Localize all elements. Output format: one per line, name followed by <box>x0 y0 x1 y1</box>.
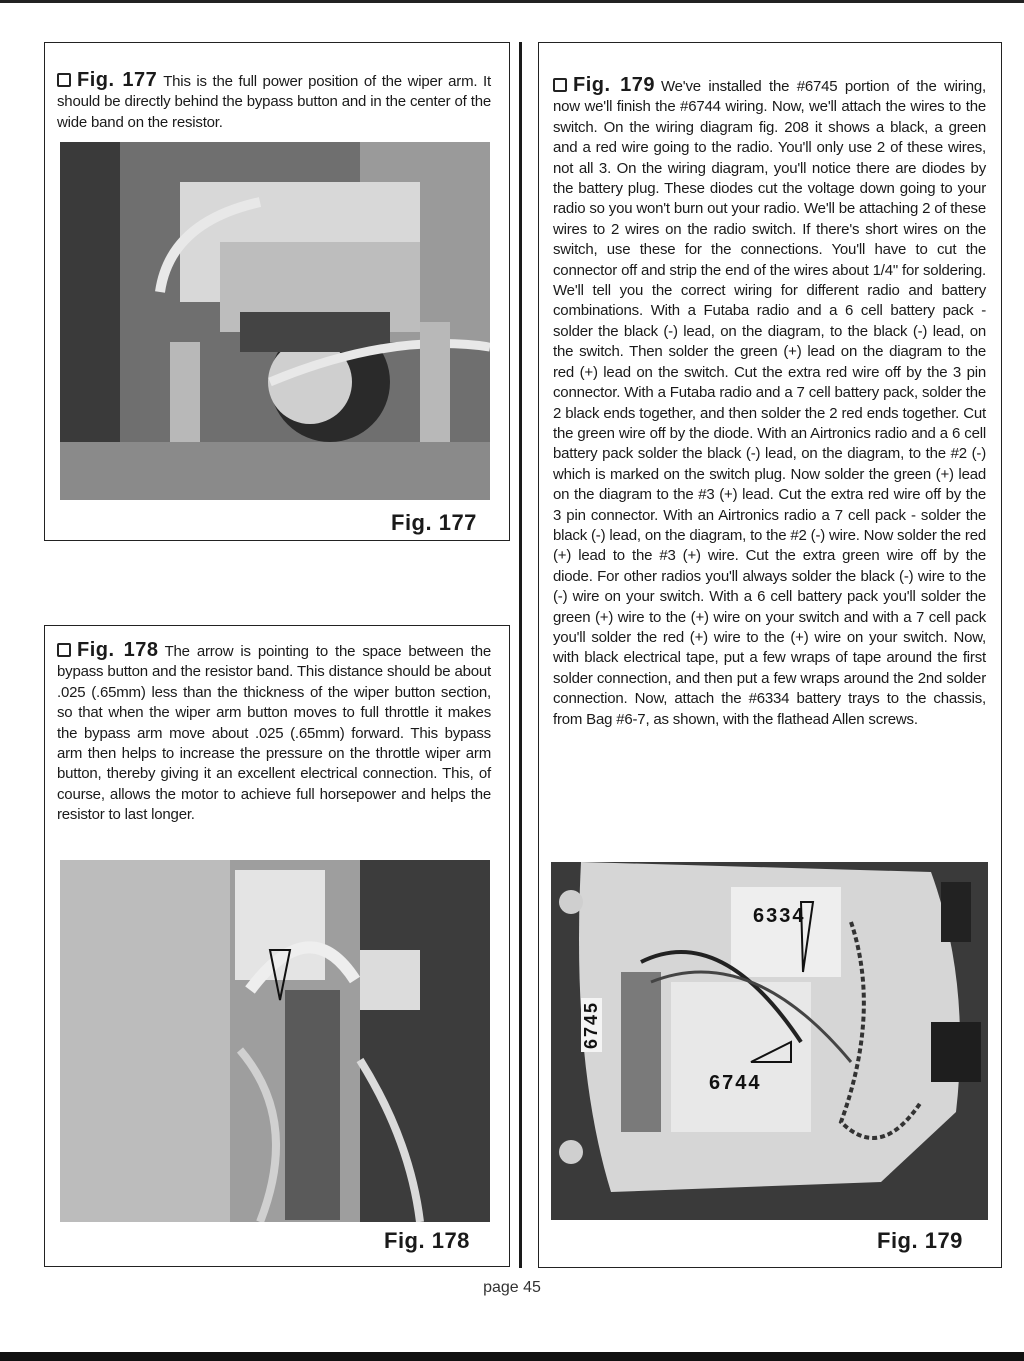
fig177-photo <box>60 142 490 500</box>
bottom-edge <box>0 1352 1024 1361</box>
photo-label-6745: 6745 <box>581 998 602 1052</box>
fig179-text: We've installed the #6745 portion of the wiring, now we'll finish the #6744 wiring. Now, we'll attach the wires to the switch. On the wiring diagram fig. 208 it shows a black, a green and a red wire going to the radio. You'll only use 2 of these wires, not all 3. On the wiring diagram, you'll notice there are diodes by the battery plug. These diodes cut the voltage down going to your radio so you won't burn out your radio. We'll be attaching 2 of these wires to 2 wires on the radio switch. If there's short wires on the switch, use these for the connections. You'll have to cut the connector off and strip the end of the wires about 1/4" for soldering. We'll tell you the correct wiring for different radio and battery combinations. With a Futaba radio and a 6 cell battery pack - solder the black (-) lead, on the diagram, to the black (-) lead, on the switch. Then solder the green (+) lead on the diagram to the red (+) lead on the switch. Cut the extra red wire off by the 3 pin connector. With a Futaba radio and a 7 cell battery pack, solder the 2 black ends together, and then solder the 2 red ends together. Cut the green wire off by the diode. With an Airtronics radio and a 6 cell battery pack solder the black (-) lead, on the diagram, to the #2 (-) which is marked on the switch plug. Now solder the green (+) lead on the diagram to the #3 (+) lead. Cut the extra red wire off by the 3 pin connector. With an Airtronics radio a 7 cell pack - solder the black (-) lead, on the diagram, to the #2 (-) wire. Now solder the red (+) lead to the #3 (+) wire. Cut the extra green wire off by the diode. For other radios you'll always solder the black (-) wire to the (-) wire on your switch. With a 6 cell battery pack you'll solder the green (+) wire to the (+) wire on your switch and with a 7 cell pack you'll solder the red (+) wire to the (+) wire on your switch. Now, with black electrical tape, put a few wraps of tape around the first solder connection, and then put a few wraps around the 2nd solder connection. Now, attach the #6334 battery trays to the chassis, from Bag #6-7, as shown, with the flathead Allen screws. <box>553 78 986 728</box>
fig177-text: This is the full power position of the wiper arm. It should be directly behind the bypass button and in the center of the wide band on the resistor. <box>57 73 491 131</box>
page-number: page 45 <box>483 1279 541 1296</box>
fig179-photo <box>551 862 988 1220</box>
fig178-photo <box>60 860 490 1222</box>
checkbox-icon[interactable] <box>57 643 71 657</box>
fig178-label: Fig. 178 <box>384 1228 470 1253</box>
fig179-tag: Fig. 179 <box>573 74 655 96</box>
fig177-caption <box>57 70 491 133</box>
fig178-text: The arrow is pointing to the space between the bypass button and the resistor band. This distance should be about .025 (.65mm) less than the thickness of the wiper button section, so that when the wiper arm button moves to full throttle it makes the bypass arm move about .025 (.65mm) forward. This bypass arm then helps to increase the pressure on the throttle wiper arm button, thereby giving it an excellent electrical connection. This, of course, allows the motor to achieve full horsepower and helps the resistor to last longer. <box>57 643 491 824</box>
fig179-caption <box>553 75 986 730</box>
fig177-label: Fig. 177 <box>391 510 477 535</box>
fig177-tag: Fig. 177 <box>77 69 158 91</box>
photo-label-6744: 6744 <box>709 1072 762 1094</box>
fig178-caption <box>57 640 491 826</box>
checkbox-icon[interactable] <box>553 78 567 92</box>
checkbox-icon[interactable] <box>57 73 71 87</box>
column-divider <box>519 42 522 1268</box>
fig179-label: Fig. 179 <box>877 1228 963 1253</box>
photo-label-6334: 6334 <box>753 905 806 927</box>
top-edge <box>0 0 1024 3</box>
fig178-tag: Fig. 178 <box>77 639 159 661</box>
